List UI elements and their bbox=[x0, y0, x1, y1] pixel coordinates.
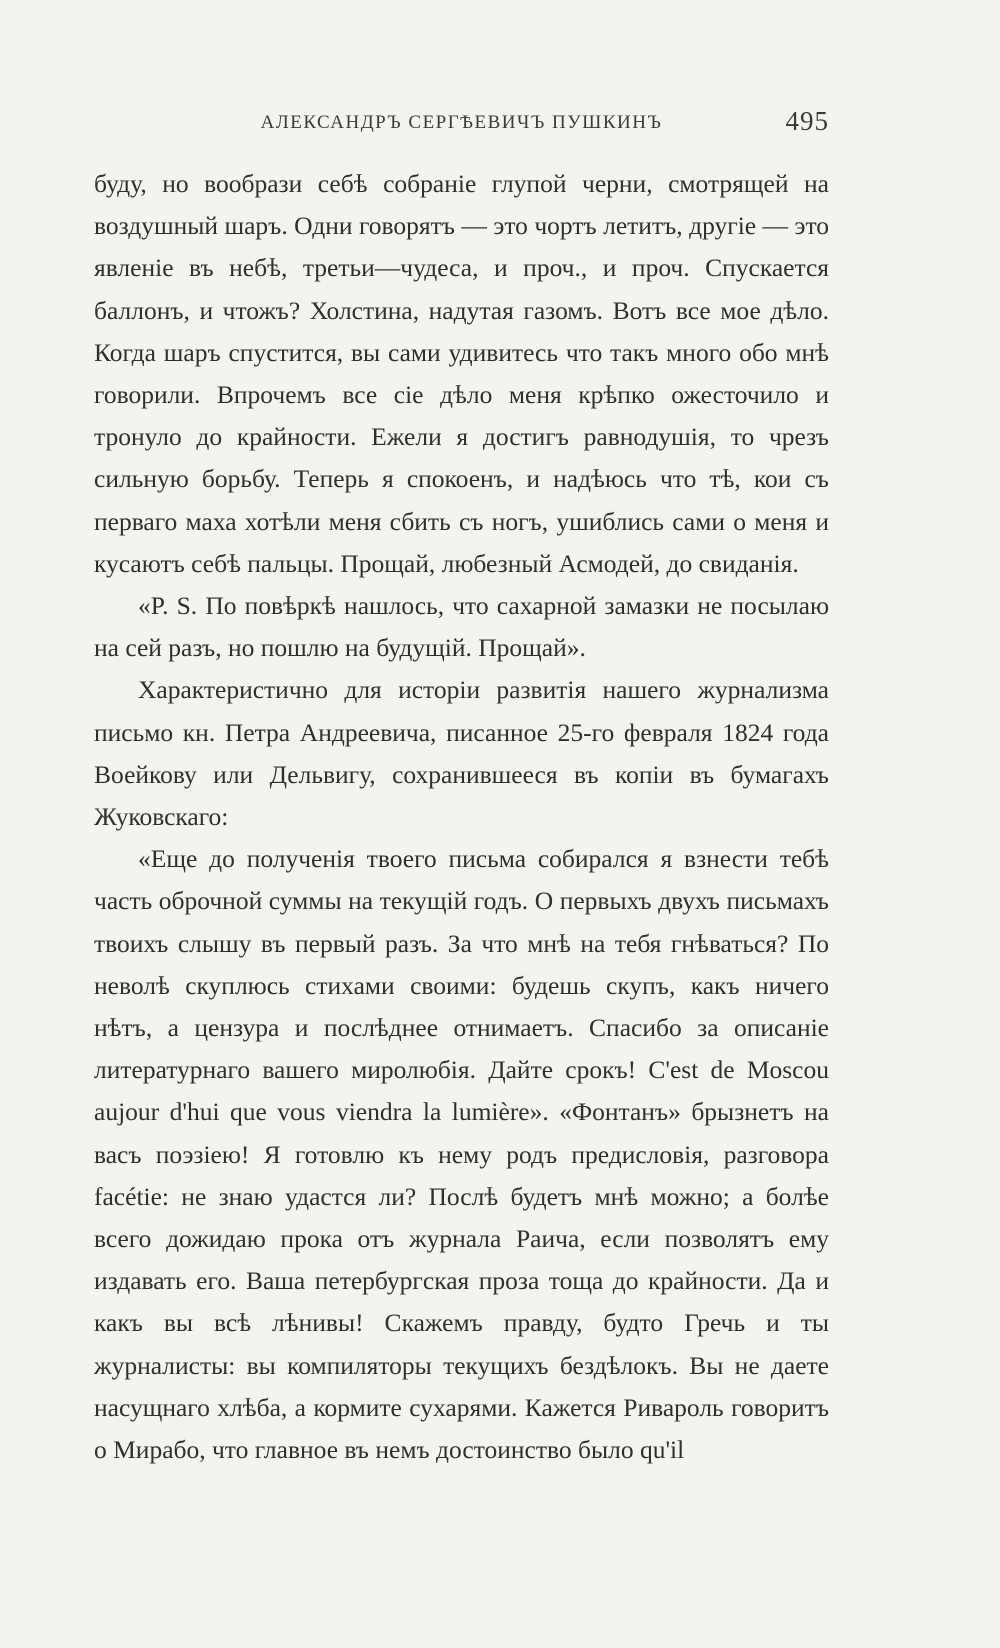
paragraph-letter-quote: «Еще до полученія твоего письма собирался я взнести тебѣ часть оброчной суммы на текущій годъ. О первыхъ двухъ письмахъ твоихъ слышу въ первый разъ. За что мнѣ на тебя гнѣваться? По неволѣ скуплюсь стихами своими: будешь скупъ, какъ ничего нѣтъ, а цензура и послѣднее отнимаетъ. Спасибо за описаніе литературнаго вашего миролюбія. Дайте срокъ! C'est de Moscou aujour d'hui que vous viendra la lumière». «Фонтанъ» брызнетъ на васъ поэзіею! Я готовлю къ нему родъ предисловія, разговора facétie: не знаю удастся ли? Послѣ будетъ мнѣ можно; а болѣе всего дожидаю прока отъ журнала Раича, если позволятъ ему издавать его. Ваша петербургская проза тоща до крайности. Да и какъ вы всѣ лѣнивы! Скажемъ правду, будто Гречь и ты журналисты: вы компиляторы текущихъ бездѣлокъ. Вы не даете насущнаго хлѣба, а кормите сухарями. Кажется Ривароль говоритъ о Мирабо, что главное въ немъ достоинство было qu'il bbox=[94, 844, 829, 1465]
running-head bbox=[94, 106, 829, 142]
paragraph-continuation: буду, но вообрази себѣ собраніе глупой черни, смотрящей на воздушный шаръ. Одни говорятъ — это чортъ летитъ, другіе — это явленіе въ небѣ, третьи—чудеса, и проч., и проч. Спускается баллонъ, и чтожъ? Холстина, надутая газомъ. Вотъ все мое дѣло. Когда шаръ спустится, вы сами удивитесь что такъ много обо мнѣ говорили. Впрочемъ все сіе дѣло меня крѣпко ожесточило и тронуло до крайности. Ежели я достигъ равнодушія, то чрезъ сильную борьбу. Теперь я спокоенъ, и надѣюсь что тѣ, кои съ перваго маха хотѣли меня сбить съ ногъ, ушиблись сами о меня и кусаютъ себѣ пальцы. Прощай, любезный Асмодей, до свиданія. bbox=[94, 169, 829, 578]
page-number: 495 bbox=[785, 106, 829, 136]
paragraph-postscript: «P. S. По повѣркѣ нашлось, что сахарной замазки не посылаю на сей разъ, но пошлю на будущій. Прощай». bbox=[94, 591, 829, 663]
paragraph-commentary: Характеристично для исторіи развитія нашего журнализма письмо кн. Петра Андреевича, писанное 25-го февраля 1824 года Воейкову или Дельвигу, сохранившееся въ копіи въ бумагахъ Жуковскаго: bbox=[94, 675, 829, 832]
running-title: АЛЕКСАНДРЪ СЕРГѢЕВИЧЪ ПУШКИНЪ bbox=[260, 112, 663, 133]
body-text bbox=[94, 163, 829, 1471]
